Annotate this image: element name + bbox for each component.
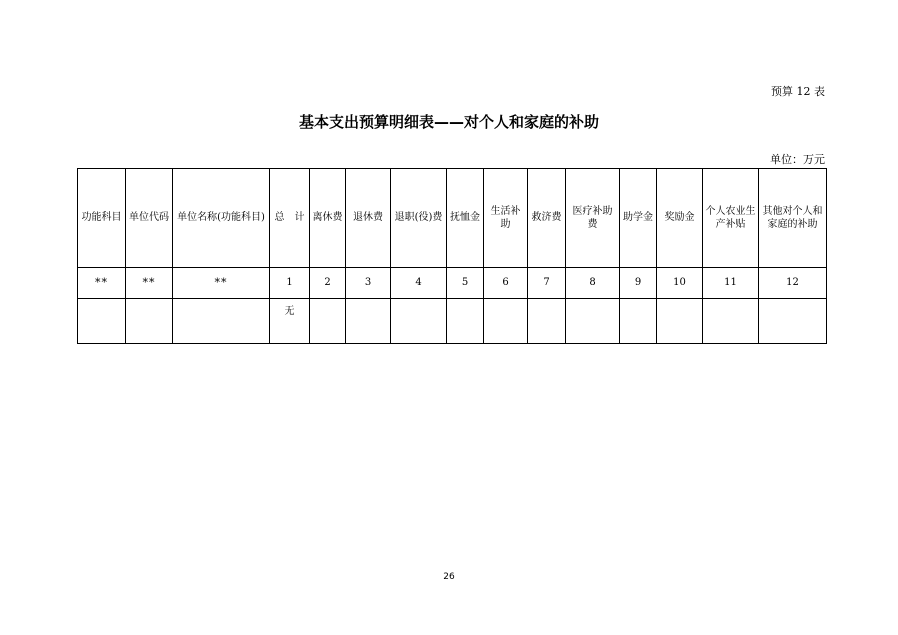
header-cell: 退职(役)费: [391, 169, 447, 268]
header-cell: 单位名称(功能科目): [173, 169, 270, 268]
data-cell: [126, 299, 173, 344]
page-title: 基本支出预算明细表——对个人和家庭的补助: [298, 113, 599, 131]
number-cell: 8: [566, 268, 620, 299]
number-cell: 1: [270, 268, 310, 299]
data-cell: [620, 299, 657, 344]
number-cell: 12: [759, 268, 827, 299]
data-cell: [657, 299, 703, 344]
data-cell: [447, 299, 484, 344]
header-cell: 离休费: [310, 169, 346, 268]
number-row: [78, 268, 827, 299]
header-cell: 抚恤金: [447, 169, 484, 268]
header-cell: 总 计: [270, 169, 310, 268]
header-cell: 助学金: [620, 169, 657, 268]
header-cell: 救济费: [528, 169, 566, 268]
budget-table: [77, 168, 827, 344]
header-cell: 功能科目: [78, 169, 126, 268]
header-cell: 其他对个人和家庭的补助: [759, 169, 827, 268]
header-cell: 退休费: [346, 169, 391, 268]
data-cell: [346, 299, 391, 344]
number-cell: 5: [447, 268, 484, 299]
number-cell: **: [78, 268, 126, 299]
number-cell: **: [173, 268, 270, 299]
data-cell: [391, 299, 447, 344]
data-cell: [759, 299, 827, 344]
data-cell: [173, 299, 270, 344]
header-cell: 个人农业生产补贴: [703, 169, 759, 268]
number-cell: 3: [346, 268, 391, 299]
number-cell: 7: [528, 268, 566, 299]
number-cell: 9: [620, 268, 657, 299]
number-cell: 2: [310, 268, 346, 299]
page-number: 26: [443, 572, 455, 582]
header-cell: 奖励金: [657, 169, 703, 268]
table-number: 预算 12 表: [771, 85, 825, 98]
data-cell: [484, 299, 528, 344]
number-cell: 10: [657, 268, 703, 299]
header-cell: 生活补助: [484, 169, 528, 268]
number-cell: 11: [703, 268, 759, 299]
header-cell: 医疗补助费: [566, 169, 620, 268]
total-cell: 无: [270, 299, 310, 344]
data-cell: [78, 299, 126, 344]
data-row: [78, 299, 827, 344]
number-cell: 4: [391, 268, 447, 299]
unit-label: 单位：万元: [770, 153, 825, 166]
header-cell: 单位代码: [126, 169, 173, 268]
number-cell: **: [126, 268, 173, 299]
data-cell: [528, 299, 566, 344]
data-cell: [310, 299, 346, 344]
number-cell: 6: [484, 268, 528, 299]
header-row: [78, 169, 827, 268]
data-cell: [703, 299, 759, 344]
data-cell: [566, 299, 620, 344]
